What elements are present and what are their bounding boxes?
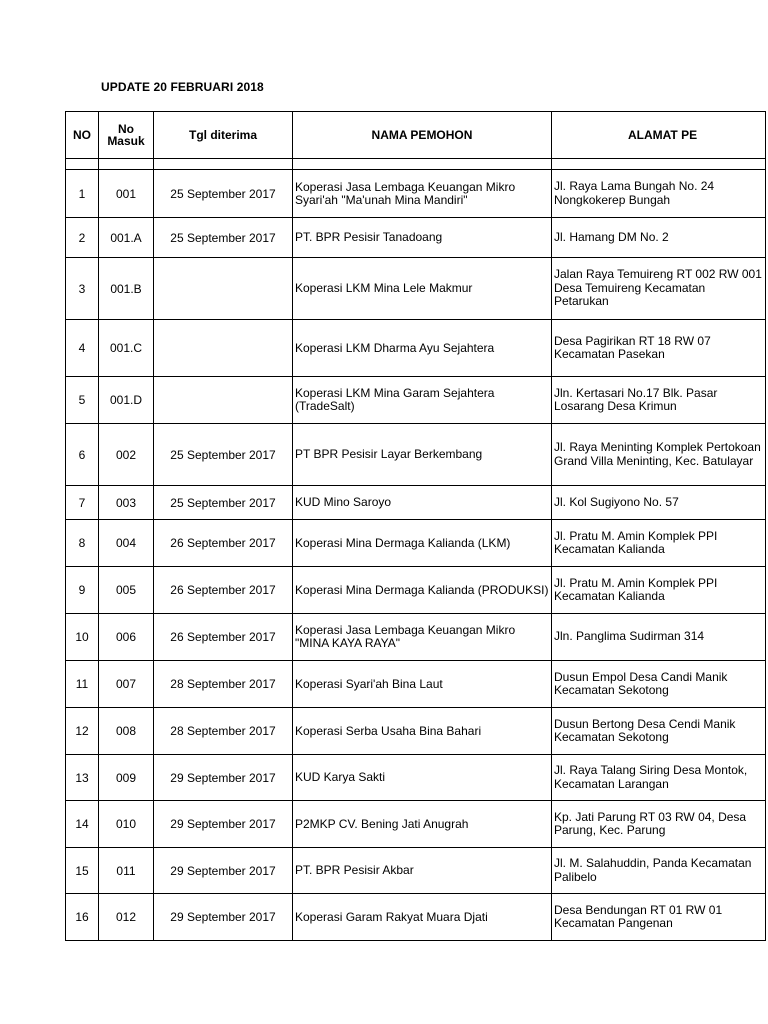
table-row — [66, 258, 766, 320]
row-no: 8 — [66, 520, 99, 567]
row-no-masuk: 006 — [99, 614, 154, 661]
row-alamat: Jl. Kol Sugiyono No. 57 — [552, 486, 766, 520]
row-tgl-diterima: 29 September 2017 — [154, 801, 293, 848]
table-row — [66, 708, 766, 755]
row-alamat: Jl. Pratu M. Amin Komplek PPI Kecamatan Kalianda — [552, 567, 766, 614]
row-nama-pemohon: Koperasi LKM Mina Lele Makmur — [293, 258, 552, 320]
table-row — [66, 424, 766, 486]
row-nama-pemohon: PT. BPR Pesisir Akbar — [293, 848, 552, 894]
row-no-masuk: 002 — [99, 424, 154, 486]
header-tgl-diterima: Tgl diterima — [154, 112, 293, 159]
row-tgl-diterima: 28 September 2017 — [154, 708, 293, 755]
row-nama-pemohon: Koperasi LKM Dharma Ayu Sejahtera — [293, 320, 552, 377]
row-no-masuk: 007 — [99, 661, 154, 708]
row-nama-pemohon: Koperasi Syari'ah Bina Laut — [293, 661, 552, 708]
row-nama-pemohon: Koperasi Mina Dermaga Kalianda (PRODUKSI) — [293, 567, 552, 614]
table-row — [66, 661, 766, 708]
row-nama-pemohon: PT BPR Pesisir Layar Berkembang — [293, 424, 552, 486]
row-tgl-diterima: 29 September 2017 — [154, 848, 293, 894]
table-row — [66, 848, 766, 894]
row-no: 16 — [66, 894, 99, 941]
header-alamat: ALAMAT PE — [552, 112, 766, 159]
row-nama-pemohon: Koperasi Jasa Lembaga Keuangan Mikro Syari'ah "Ma'unah Mina Mandiri" — [293, 170, 552, 218]
table-row — [66, 567, 766, 614]
row-no-masuk: 008 — [99, 708, 154, 755]
row-nama-pemohon: Koperasi LKM Mina Garam Sejahtera (TradeSalt) — [293, 377, 552, 424]
row-tgl-diterima: 26 September 2017 — [154, 520, 293, 567]
row-no: 15 — [66, 848, 99, 894]
header-row — [66, 112, 766, 159]
row-alamat: Jln. Kertasari No.17 Blk. Pasar Losarang Desa Krimun — [552, 377, 766, 424]
row-nama-pemohon: Koperasi Serba Usaha Bina Bahari — [293, 708, 552, 755]
row-alamat: Jl. Raya Talang Siring Desa Montok, Kecamatan Larangan — [552, 755, 766, 801]
row-alamat: Desa Bendungan RT 01 RW 01 Kecamatan Pangenan — [552, 894, 766, 941]
row-alamat: Jalan Raya Temuireng RT 002 RW 001 Desa Temuireng Kecamatan Petarukan — [552, 258, 766, 320]
row-tgl-diterima — [154, 377, 293, 424]
header-nama-pemohon: NAMA PEMOHON — [293, 112, 552, 159]
row-tgl-diterima — [154, 258, 293, 320]
row-alamat: Dusun Bertong Desa Cendi Manik Kecamatan Sekotong — [552, 708, 766, 755]
row-no: 3 — [66, 258, 99, 320]
table-row — [66, 801, 766, 848]
table-row — [66, 486, 766, 520]
row-alamat: Jl. Hamang DM No. 2 — [552, 218, 766, 258]
applicant-table — [65, 111, 766, 941]
row-no: 12 — [66, 708, 99, 755]
table-body — [66, 170, 766, 941]
header-no: NO — [66, 112, 99, 159]
page-title: UPDATE 20 FEBRUARI 2018 — [101, 80, 264, 94]
table-row — [66, 894, 766, 941]
table-row — [66, 614, 766, 661]
row-no-masuk: 012 — [99, 894, 154, 941]
table-row — [66, 520, 766, 567]
row-tgl-diterima: 29 September 2017 — [154, 755, 293, 801]
row-no-masuk: 011 — [99, 848, 154, 894]
row-tgl-diterima: 25 September 2017 — [154, 424, 293, 486]
row-tgl-diterima: 26 September 2017 — [154, 567, 293, 614]
row-alamat: Jl. Pratu M. Amin Komplek PPI Kecamatan Kalianda — [552, 520, 766, 567]
row-tgl-diterima: 25 September 2017 — [154, 218, 293, 258]
row-alamat: Desa Pagirikan RT 18 RW 07 Kecamatan Pasekan — [552, 320, 766, 377]
row-no-masuk: 010 — [99, 801, 154, 848]
row-alamat: Dusun Empol Desa Candi Manik Kecamatan Sekotong — [552, 661, 766, 708]
row-tgl-diterima: 29 September 2017 — [154, 894, 293, 941]
applicant-table-wrapper — [65, 111, 762, 941]
row-tgl-diterima: 25 September 2017 — [154, 170, 293, 218]
spacer-row — [66, 159, 766, 170]
row-tgl-diterima: 25 September 2017 — [154, 486, 293, 520]
row-no-masuk: 001.D — [99, 377, 154, 424]
table-row — [66, 755, 766, 801]
row-nama-pemohon: KUD Mino Saroyo — [293, 486, 552, 520]
row-alamat: Jl. M. Salahuddin, Panda Kecamatan Palibelo — [552, 848, 766, 894]
row-no: 2 — [66, 218, 99, 258]
row-tgl-diterima: 28 September 2017 — [154, 661, 293, 708]
row-no-masuk: 003 — [99, 486, 154, 520]
row-no-masuk: 004 — [99, 520, 154, 567]
row-no-masuk: 001.B — [99, 258, 154, 320]
row-no: 9 — [66, 567, 99, 614]
row-no: 4 — [66, 320, 99, 377]
table-row — [66, 170, 766, 218]
row-no-masuk: 009 — [99, 755, 154, 801]
row-no: 11 — [66, 661, 99, 708]
row-no: 6 — [66, 424, 99, 486]
row-no-masuk: 001.A — [99, 218, 154, 258]
row-nama-pemohon: PT. BPR Pesisir Tanadoang — [293, 218, 552, 258]
row-no: 1 — [66, 170, 99, 218]
row-alamat: Kp. Jati Parung RT 03 RW 04, Desa Parung, Kec. Parung — [552, 801, 766, 848]
row-no-masuk: 005 — [99, 567, 154, 614]
row-alamat: Jl. Raya Meninting Komplek Pertokoan Grand Villa Meninting, Kec. Batulayar — [552, 424, 766, 486]
row-no: 5 — [66, 377, 99, 424]
row-alamat: Jln. Panglima Sudirman 314 — [552, 614, 766, 661]
row-nama-pemohon: Koperasi Jasa Lembaga Keuangan Mikro "MINA KAYA RAYA" — [293, 614, 552, 661]
table-row — [66, 320, 766, 377]
row-nama-pemohon: KUD Karya Sakti — [293, 755, 552, 801]
row-no-masuk: 001.C — [99, 320, 154, 377]
header-no-masuk: No Masuk — [99, 112, 154, 159]
row-nama-pemohon: Koperasi Mina Dermaga Kalianda (LKM) — [293, 520, 552, 567]
table-row — [66, 377, 766, 424]
row-nama-pemohon: Koperasi Garam Rakyat Muara Djati — [293, 894, 552, 941]
table-row — [66, 218, 766, 258]
row-nama-pemohon: P2MKP CV. Bening Jati Anugrah — [293, 801, 552, 848]
row-alamat: Jl. Raya Lama Bungah No. 24 Nongkokerep Bungah — [552, 170, 766, 218]
row-no: 10 — [66, 614, 99, 661]
row-no: 13 — [66, 755, 99, 801]
row-no: 14 — [66, 801, 99, 848]
row-no-masuk: 001 — [99, 170, 154, 218]
row-tgl-diterima — [154, 320, 293, 377]
row-tgl-diterima: 26 September 2017 — [154, 614, 293, 661]
row-no: 7 — [66, 486, 99, 520]
